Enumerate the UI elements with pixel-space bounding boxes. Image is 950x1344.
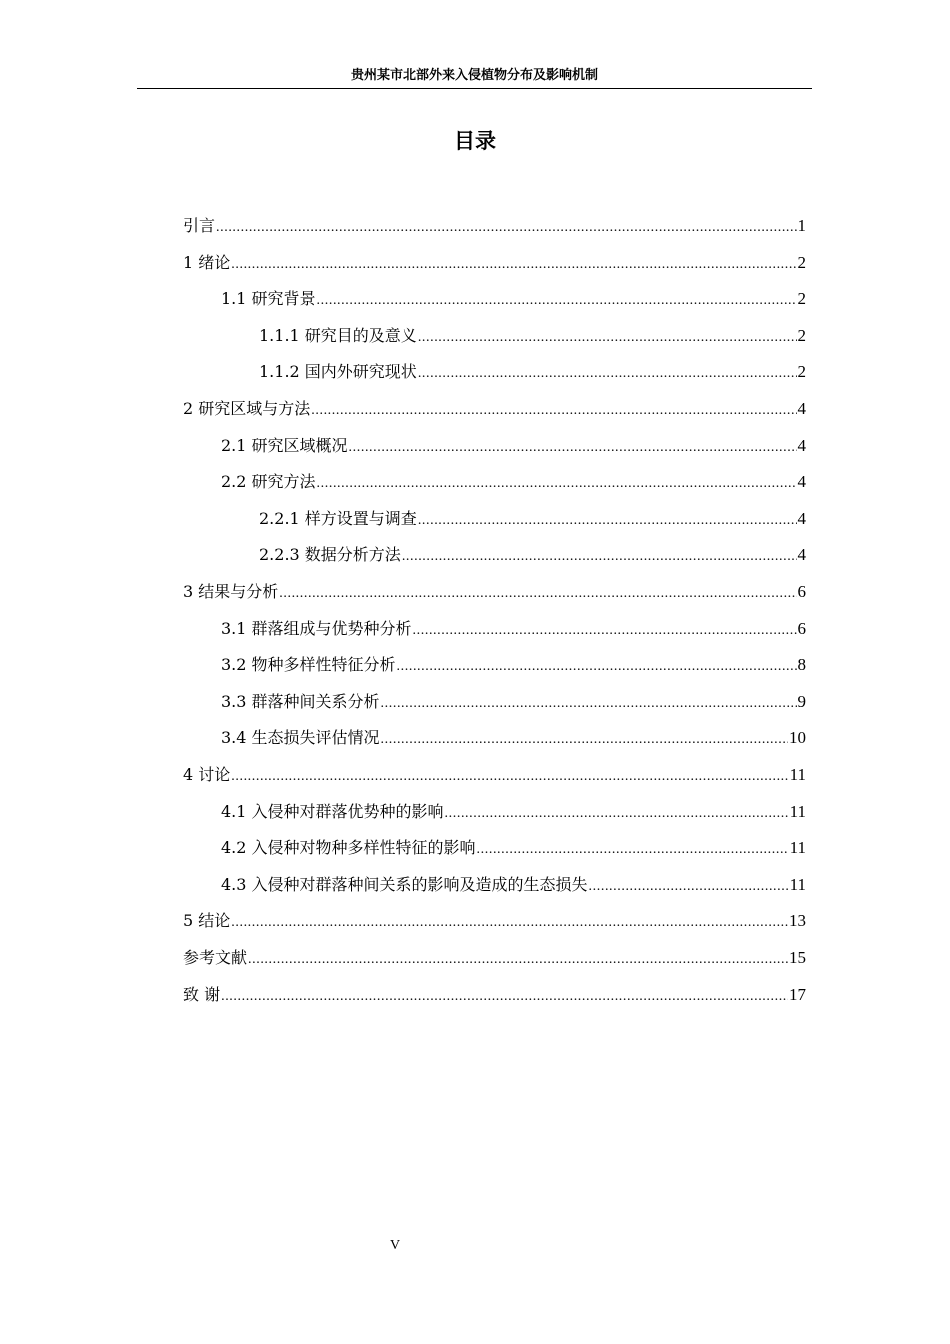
toc-entry[interactable] [221,833,806,863]
toc-entry-page: 2 [797,289,806,309]
toc-entry-page: 4 [797,472,806,492]
toc-entry-page: 10 [789,728,806,748]
toc-dot-leader [231,908,788,938]
toc-entry-label: 3.4 生态损失评估情况 [221,728,380,748]
toc-entry[interactable] [259,357,806,387]
toc-entry-label: 致 谢 [183,984,221,1004]
toc-entry-page: 6 [797,618,806,638]
toc-dot-leader [221,982,788,1012]
toc-entry-page: 1 [797,216,806,235]
toc-dot-leader [279,579,796,609]
toc-entry-label: 4.1 入侵种对群落优势种的影响 [221,801,444,821]
toc-entry[interactable] [183,980,806,1010]
toc-entry[interactable] [259,504,806,534]
toc-entry[interactable] [183,211,806,241]
toc-entry[interactable] [221,431,806,461]
toc-entry-label: 参考文献 [183,948,248,967]
toc-entry-page: 2 [797,252,806,272]
toc-dot-leader [445,799,789,829]
toc-title: 目录 [454,129,496,153]
toc-entry[interactable] [221,797,806,827]
toc-entry-page: 4 [797,435,806,455]
toc-dot-leader [349,433,797,463]
toc-dot-leader [413,616,797,646]
toc-dot-leader [402,542,797,572]
toc-dot-leader [397,652,797,682]
toc-entry-page: 11 [789,765,806,784]
toc-entry[interactable] [183,906,806,936]
toc-entry-label: 4.2 入侵种对物种多样性特征的影响 [221,838,476,858]
toc-dot-leader [317,286,797,316]
toc-entry[interactable] [183,943,806,973]
toc-dot-leader [381,689,797,719]
toc-entry-label: 4 讨论 [183,765,231,784]
toc-dot-leader [248,945,788,975]
toc-entry-page: 11 [789,838,806,858]
toc-entry-page: 8 [797,655,806,675]
toc-entry[interactable] [221,870,806,900]
toc-entry-label: 3 结果与分析 [183,582,279,601]
toc-entry-label: 3.1 群落组成与优势种分析 [221,618,412,638]
toc-dot-leader [418,359,797,389]
toc-entry-label: 5 结论 [183,911,231,931]
toc-entry[interactable] [183,394,806,424]
page-number: V [389,1238,401,1253]
toc-dot-leader [381,725,788,755]
toc-entry-label: 2.2.1 样方设置与调查 [259,508,417,528]
toc-entry[interactable] [183,577,806,607]
toc-entry-page: 11 [789,801,806,821]
toc-entry-label: 1.1 研究背景 [221,289,316,309]
toc-entry[interactable] [221,687,806,717]
toc-entry[interactable] [183,248,806,278]
toc-dot-leader [589,872,789,902]
toc-entry-page: 4 [797,399,806,418]
toc-entry[interactable] [221,284,806,314]
toc-entry-page: 4 [797,545,806,565]
toc-entry[interactable] [221,467,806,497]
toc-dot-leader [231,250,796,280]
toc-entry[interactable] [221,614,806,644]
toc-entry-page: 2 [797,362,806,382]
toc-entry-page: 2 [797,325,806,345]
toc-entry-label: 2.2 研究方法 [221,472,316,492]
toc-entry-label: 2.2.3 数据分析方法 [259,545,401,565]
toc-entry-page: 15 [789,948,806,967]
toc-entry-label: 引言 [183,216,216,235]
toc-entry-label: 1.1.1 研究目的及意义 [259,325,417,345]
toc-entry-label: 1 绪论 [183,252,231,272]
toc-entry-page: 17 [789,984,806,1004]
toc-dot-leader [418,323,797,353]
toc-entry-page: 9 [797,691,806,711]
toc-dot-leader [311,396,796,426]
toc-entry[interactable] [183,760,806,790]
toc-entry-label: 2.1 研究区域概况 [221,435,348,455]
toc-dot-leader [231,762,788,792]
toc-entry-label: 3.2 物种多样性特征分析 [221,655,396,675]
toc-entry-label: 3.3 群落种间关系分析 [221,691,380,711]
toc-entry-label: 1.1.2 国内外研究现状 [259,362,417,382]
toc-entry[interactable] [221,650,806,680]
toc-entry-page: 4 [797,508,806,528]
toc-entry-page: 6 [797,582,806,601]
running-header: 贵州某市北部外来入侵植物分布及影响机制 [137,66,812,89]
toc-entry[interactable] [221,723,806,753]
toc-entry-page: 13 [789,911,806,931]
toc-entry-label: 2 研究区域与方法 [183,399,311,418]
toc-dot-leader [418,506,797,536]
toc-entry[interactable] [259,321,806,351]
toc-entry[interactable] [259,540,806,570]
toc-dot-leader [317,469,797,499]
toc-dot-leader [477,835,789,865]
toc-dot-leader [216,213,796,243]
toc-entry-label: 4.3 入侵种对群落种间关系的影响及造成的生态损失 [221,874,588,894]
toc-entry-page: 11 [789,874,806,894]
